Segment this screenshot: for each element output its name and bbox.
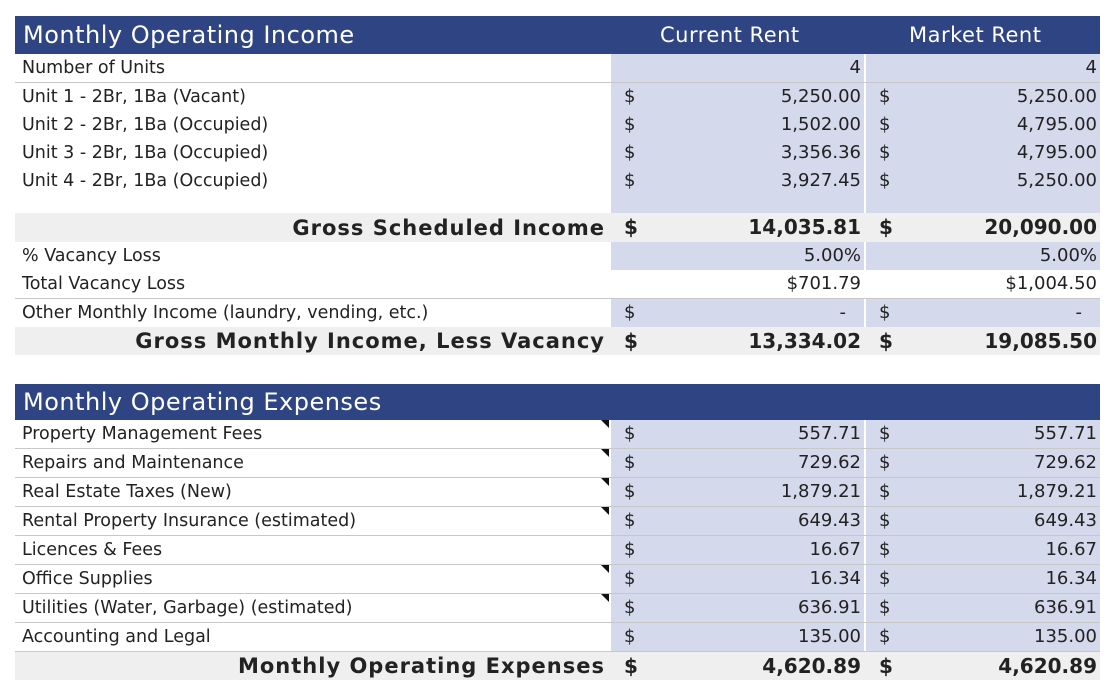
- currency-symbol: $: [624, 114, 636, 135]
- expense-market-value: 649.43: [1034, 510, 1097, 531]
- units-label: Number of Units: [22, 58, 166, 78]
- gross-market-value: 20,090.00: [984, 215, 1097, 239]
- comment-indicator-icon[interactable]: [601, 478, 609, 486]
- vacancy-percent-row: [15, 242, 1100, 270]
- income-row: [15, 111, 1100, 139]
- currency-symbol: $: [624, 215, 638, 239]
- expense-current-value: 636.91: [798, 597, 861, 618]
- total-expenses-market: 4,620.89: [998, 654, 1097, 678]
- vacancy-total-row: [15, 270, 1100, 299]
- currency-symbol: $: [624, 86, 636, 107]
- gross-current-value: 14,035.81: [748, 215, 861, 239]
- currency-symbol: $: [879, 215, 893, 239]
- expense-market-value: 557.71: [1034, 423, 1097, 444]
- gross-market-cell[interactable]: [866, 213, 1100, 242]
- blank-market-cell[interactable]: [866, 195, 1100, 213]
- vacancy-percent-label: % Vacancy Loss: [22, 246, 161, 266]
- expense-current-value: 16.34: [809, 568, 861, 589]
- expense-market-value: 16.67: [1045, 539, 1097, 560]
- expenses-header: [15, 384, 1100, 420]
- expense-current-cell[interactable]: [611, 623, 864, 651]
- currency-symbol: $: [624, 597, 636, 618]
- income-market-value: 5,250.00: [1016, 170, 1097, 191]
- units-current-cell[interactable]: [611, 54, 864, 82]
- expense-current-value: 649.43: [798, 510, 861, 531]
- total-expenses-label: Monthly Operating Expenses: [237, 654, 605, 678]
- income-market-cell[interactable]: [866, 111, 1100, 139]
- expense-current-value: 135.00: [798, 626, 861, 647]
- expense-current-value: 1,879.21: [780, 481, 861, 502]
- other-current-value: -: [839, 302, 846, 323]
- currency-symbol: $: [624, 142, 636, 163]
- expense-current-cell[interactable]: [611, 565, 864, 593]
- expense-row: [15, 623, 1100, 652]
- vacancy-total-label: Total Vacancy Loss: [22, 274, 186, 294]
- expense-market-value: 636.91: [1034, 597, 1097, 618]
- currency-symbol: $: [624, 654, 638, 678]
- income-current-value: 3,927.45: [780, 170, 861, 191]
- income-current-value: 1,502.00: [780, 114, 861, 135]
- expense-row-label: Rental Property Insurance (estimated): [22, 511, 357, 531]
- gross-scheduled-income-row: [15, 213, 1100, 242]
- currency-symbol: $: [624, 329, 638, 353]
- units-market: 4: [1085, 57, 1097, 78]
- section-gap: [15, 355, 1100, 384]
- other-current-cell[interactable]: [611, 299, 864, 327]
- income-row: [15, 167, 1100, 195]
- comment-indicator-icon[interactable]: [601, 449, 609, 457]
- income-market-value: 4,795.00: [1016, 142, 1097, 163]
- expense-market-value: 135.00: [1034, 626, 1097, 647]
- expense-current-cell[interactable]: [611, 420, 864, 448]
- expense-row-label: Utilities (Water, Garbage) (estimated): [22, 598, 353, 618]
- expense-market-cell[interactable]: [866, 594, 1100, 622]
- vacancy-total-market-cell[interactable]: [866, 270, 1100, 298]
- income-market-value: 5,250.00: [1016, 86, 1097, 107]
- expense-row-label: Accounting and Legal: [22, 627, 211, 647]
- expense-current-cell[interactable]: [611, 449, 864, 477]
- comment-indicator-icon[interactable]: [601, 594, 609, 602]
- spacer-row: [15, 195, 1100, 213]
- comment-indicator-icon[interactable]: [601, 420, 609, 428]
- currency-symbol: $: [624, 302, 636, 323]
- income-row-label: Unit 1 - 2Br, 1Ba (Vacant): [22, 87, 246, 107]
- expense-row-label: Office Supplies: [22, 569, 153, 589]
- expense-current-value: 729.62: [798, 452, 861, 473]
- expense-row: [15, 565, 1100, 594]
- operating-income-sheet: [15, 16, 1100, 680]
- other-market-value: -: [1075, 302, 1082, 323]
- comment-indicator-icon[interactable]: [601, 507, 609, 515]
- expense-row: [15, 536, 1100, 565]
- net-market-cell[interactable]: [866, 327, 1100, 355]
- currency-symbol: $: [624, 452, 636, 473]
- vacancy-percent-market-cell[interactable]: [866, 242, 1100, 270]
- expense-row: [15, 420, 1100, 449]
- income-market-cell[interactable]: [866, 83, 1100, 111]
- expense-market-value: 1,879.21: [1016, 481, 1097, 502]
- net-income-label: Gross Monthly Income, Less Vacancy: [135, 329, 605, 353]
- currency-symbol: $: [624, 539, 636, 560]
- income-market-cell[interactable]: [866, 167, 1100, 195]
- currency-symbol: $: [879, 114, 891, 135]
- income-current-cell[interactable]: [611, 83, 864, 111]
- currency-symbol: $: [879, 597, 891, 618]
- expense-current-value: 16.67: [809, 539, 861, 560]
- expense-market-cell[interactable]: [866, 420, 1100, 448]
- market-rent-header: Market Rent: [909, 23, 1042, 47]
- other-market-cell[interactable]: [866, 299, 1100, 327]
- currency-symbol: $: [624, 568, 636, 589]
- net-income-row: [15, 327, 1100, 355]
- income-row-label: Unit 2 - 2Br, 1Ba (Occupied): [22, 115, 269, 135]
- income-header: [15, 16, 1100, 54]
- income-current-cell[interactable]: [611, 139, 864, 167]
- expense-row-label: Licences & Fees: [22, 540, 163, 560]
- currency-symbol: $: [879, 452, 891, 473]
- current-rent-header: Current Rent: [660, 23, 800, 47]
- gross-current-cell[interactable]: [611, 213, 864, 242]
- units-market-cell[interactable]: [866, 54, 1100, 82]
- vacancy-total-current-cell[interactable]: [611, 270, 864, 298]
- currency-symbol: $: [879, 481, 891, 502]
- total-expenses-row: [15, 652, 1100, 680]
- expense-row-label: Repairs and Maintenance: [22, 453, 244, 473]
- expense-current-value: 557.71: [798, 423, 861, 444]
- income-title: Monthly Operating Income: [23, 21, 355, 49]
- currency-symbol: $: [879, 568, 891, 589]
- expense-row: [15, 478, 1100, 507]
- income-row-label: Unit 3 - 2Br, 1Ba (Occupied): [22, 143, 269, 163]
- expense-row-label: Real Estate Taxes (New): [22, 482, 232, 502]
- expense-current-cell[interactable]: [611, 478, 864, 506]
- expense-market-cell[interactable]: [866, 565, 1100, 593]
- expense-market-cell[interactable]: [866, 623, 1100, 651]
- currency-symbol: $: [879, 539, 891, 560]
- expense-current-cell[interactable]: [611, 594, 864, 622]
- currency-symbol: $: [879, 626, 891, 647]
- vacancy-total-market: $1,004.50: [1005, 273, 1097, 294]
- currency-symbol: $: [879, 86, 891, 107]
- expense-market-value: 16.34: [1045, 568, 1097, 589]
- expense-market-cell[interactable]: [866, 478, 1100, 506]
- net-current-value: 13,334.02: [748, 329, 861, 353]
- currency-symbol: $: [879, 142, 891, 163]
- income-row: [15, 139, 1100, 167]
- currency-symbol: $: [879, 302, 891, 323]
- expense-market-cell[interactable]: [866, 449, 1100, 477]
- other-income-label: Other Monthly Income (laundry, vending, etc.): [22, 303, 429, 323]
- income-market-cell[interactable]: [866, 139, 1100, 167]
- units-current: 4: [849, 57, 861, 78]
- vacancy-percent-current: 5.00%: [803, 245, 861, 266]
- blank-current-cell[interactable]: [611, 195, 864, 213]
- income-current-cell[interactable]: [611, 167, 864, 195]
- expense-market-cell[interactable]: [866, 507, 1100, 535]
- vacancy-total-current: $701.79: [786, 273, 861, 294]
- expense-row: [15, 507, 1100, 536]
- total-expenses-market-cell[interactable]: [866, 652, 1100, 680]
- income-row: [15, 83, 1100, 111]
- total-expenses-current: 4,620.89: [762, 654, 861, 678]
- currency-symbol: $: [879, 329, 893, 353]
- vacancy-percent-current-cell[interactable]: [611, 242, 864, 270]
- units-row: [15, 54, 1100, 83]
- expense-market-cell[interactable]: [866, 536, 1100, 564]
- currency-symbol: $: [879, 170, 891, 191]
- net-current-cell[interactable]: [611, 327, 864, 355]
- vacancy-percent-market: 5.00%: [1039, 245, 1097, 266]
- expense-current-cell[interactable]: [611, 507, 864, 535]
- income-market-value: 4,795.00: [1016, 114, 1097, 135]
- expense-row-label: Property Management Fees: [22, 424, 263, 444]
- currency-symbol: $: [624, 510, 636, 531]
- expense-row: [15, 594, 1100, 623]
- expense-market-value: 729.62: [1034, 452, 1097, 473]
- income-row-label: Unit 4 - 2Br, 1Ba (Occupied): [22, 171, 269, 191]
- income-current-cell[interactable]: [611, 111, 864, 139]
- gross-scheduled-income-label: Gross Scheduled Income: [292, 215, 605, 240]
- currency-symbol: $: [879, 654, 893, 678]
- currency-symbol: $: [624, 481, 636, 502]
- comment-indicator-icon[interactable]: [601, 565, 609, 573]
- currency-symbol: $: [879, 423, 891, 444]
- income-current-value: 5,250.00: [780, 86, 861, 107]
- currency-symbol: $: [624, 423, 636, 444]
- expenses-title: Monthly Operating Expenses: [23, 388, 382, 416]
- net-market-value: 19,085.50: [984, 329, 1097, 353]
- expense-current-cell[interactable]: [611, 536, 864, 564]
- income-current-value: 3,356.36: [780, 142, 861, 163]
- total-expenses-current-cell[interactable]: [611, 652, 864, 680]
- expense-row: [15, 449, 1100, 478]
- currency-symbol: $: [624, 626, 636, 647]
- currency-symbol: $: [624, 170, 636, 191]
- other-income-row: [15, 299, 1100, 327]
- currency-symbol: $: [879, 510, 891, 531]
